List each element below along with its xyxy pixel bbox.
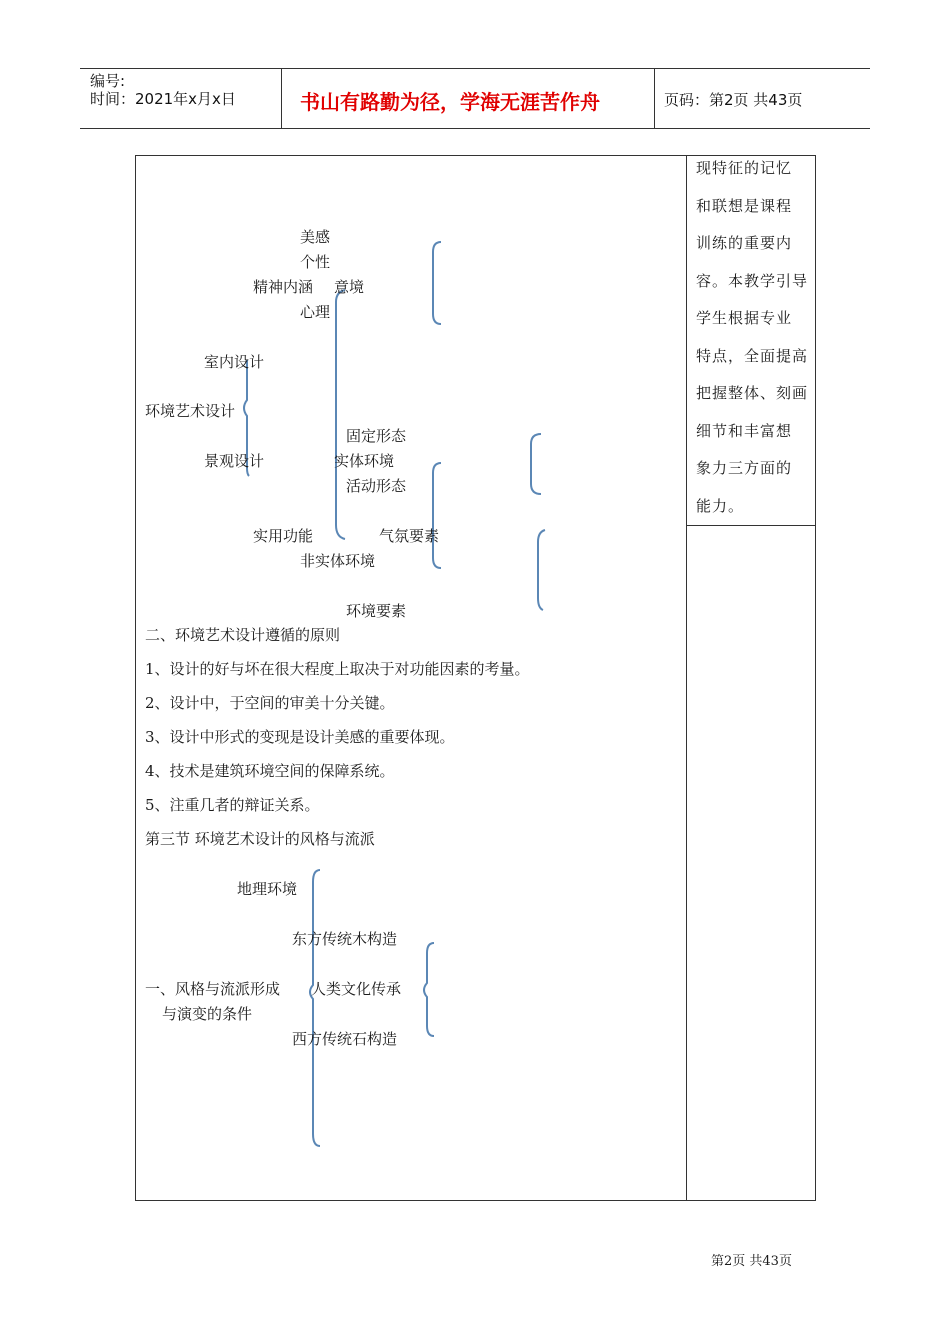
number-label: 编号: — [90, 72, 126, 90]
term-renlei: 人类文化传承 — [311, 980, 402, 998]
term-yaosu: 环境要素 — [346, 602, 407, 620]
side-note-line: 容。本教学引导 — [696, 271, 809, 290]
term-huanjing-design: 环境艺术设计 — [145, 402, 236, 420]
principle-item: 2、设计中，于空间的审美十分关键。 — [145, 694, 395, 712]
term-meigan: 美感 — [300, 228, 331, 246]
term-huodong: 活动形态 — [346, 477, 407, 495]
side-note-line: 细节和丰富想 — [696, 421, 793, 440]
term-xinli: 心理 — [300, 303, 331, 321]
principle-item: 5、注重几者的辩证关系。 — [145, 796, 320, 814]
side-note-line: 和联想是课程 — [696, 196, 793, 215]
bracket-spirit — [433, 242, 441, 324]
term-dongfang: 东方传统木构造 — [292, 930, 398, 948]
principle-item: 1、设计的好与坏在很大程度上取决于对功能因素的考量。 — [145, 660, 530, 678]
term-shiti: 实体环境 — [334, 452, 395, 470]
condition-line2: 与演变的条件 — [162, 1005, 253, 1023]
term-guding: 固定形态 — [346, 427, 407, 445]
page-info: 页码：第2页 共43页 — [664, 91, 803, 109]
side-note-line: 学生根据专业 — [696, 309, 793, 327]
time-label: 时间：2021年x月x日 — [90, 90, 236, 108]
term-shiyong: 实用功能 — [253, 527, 314, 545]
principles-heading: 二、环境艺术设计遵循的原则 — [145, 626, 341, 644]
condition-line1: 一、风格与流派形成 — [145, 980, 281, 998]
bracket-culture — [424, 943, 434, 1036]
bracket-entity — [433, 463, 441, 568]
bracket-elements — [538, 530, 545, 610]
side-note-line: 训练的重要内 — [696, 234, 793, 252]
section3-heading: 第三节 环境艺术设计的风格与流派 — [145, 830, 375, 848]
term-dili: 地理环境 — [237, 880, 298, 898]
term-feishiti: 非实体环境 — [300, 552, 376, 570]
principle-item: 4、技术是建筑环境空间的保障系统。 — [145, 762, 395, 780]
principle-item: 3、设计中形式的变现是设计美感的重要体现。 — [145, 728, 455, 746]
bracket-main — [336, 290, 345, 539]
term-shinei: 室内设计 — [204, 353, 265, 371]
side-note-line: 把握整体、刻画 — [696, 384, 809, 402]
side-note-line: 现特征的记忆 — [696, 159, 793, 177]
bracket-form — [531, 434, 541, 494]
bracket-conditions — [310, 870, 320, 1146]
term-yijing: 意境 — [334, 278, 365, 296]
footer-page: 第2页 共43页 — [711, 1254, 792, 1269]
side-note-line: 象力三方面的 — [696, 459, 793, 477]
term-gexing: 个性 — [300, 253, 331, 271]
side-note-line: 能力。 — [696, 496, 745, 515]
side-note-line: 特点，全面提高 — [696, 346, 809, 365]
term-jingguan: 景观设计 — [204, 452, 265, 470]
term-qifen: 气氛要素 — [379, 527, 440, 545]
motto: 书山有路勤为径，学海无涯苦作舟 — [300, 90, 600, 114]
term-jingshen: 精神内涵 — [253, 278, 314, 296]
term-xifang: 西方传统石构造 — [292, 1030, 398, 1048]
